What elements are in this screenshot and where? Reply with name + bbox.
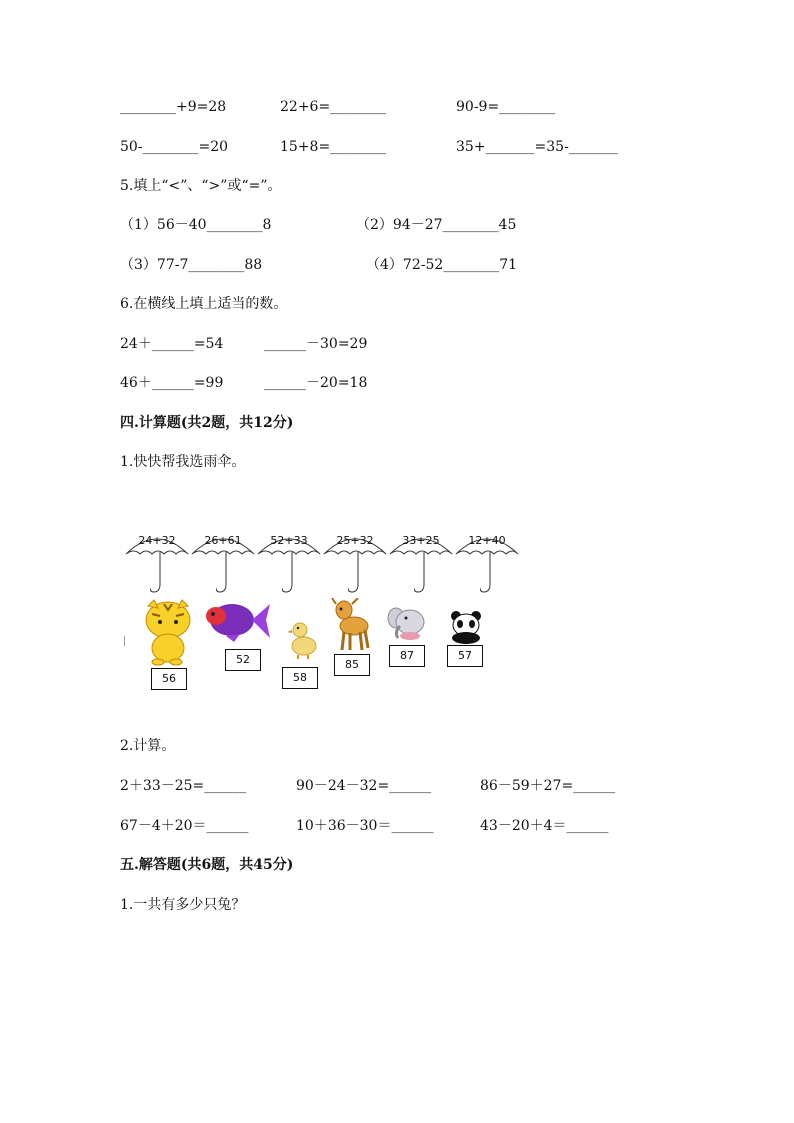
calc-expr-4: 67－4＋20＝______ xyxy=(120,818,249,834)
panda-icon xyxy=(448,610,484,644)
q6-item-2: ______－30=29 xyxy=(264,336,368,352)
fish-icon xyxy=(204,600,272,642)
number-box-fish: 52 xyxy=(225,649,261,671)
section4-title: 四.计算题(共2题，共12分) xyxy=(120,415,294,431)
q5-item-4: （4）72-52________71 xyxy=(366,257,518,273)
umbrella-handle-icon xyxy=(414,552,434,594)
q5-title: 5.填上“<”、“>”或“=”。 xyxy=(120,178,282,194)
fill-expr-3: 90-9=________ xyxy=(456,99,556,115)
umbrella-2 xyxy=(190,530,256,590)
section5-q1-title: 1.一共有多少只兔？ xyxy=(120,897,246,913)
number-box-panda: 57 xyxy=(447,645,483,667)
number-box-deer: 85 xyxy=(334,654,370,676)
calc-expr-1: 2＋33－25=______ xyxy=(120,778,247,794)
umbrella-handle-icon xyxy=(348,552,368,594)
umbrella-6 xyxy=(454,530,520,590)
umbrella-label: 26+61 xyxy=(204,534,242,547)
umbrella-handle-icon xyxy=(480,552,500,594)
number-box-elephant: 87 xyxy=(389,645,425,667)
section4-q1-title: 1.快快帮我选雨伞。 xyxy=(120,454,246,470)
umbrella-label: 33+25 xyxy=(402,534,440,547)
fill-expr-5: 15+8=________ xyxy=(280,139,387,155)
q6-item-1: 24＋______=54 xyxy=(120,336,224,352)
umbrella-label: 25+32 xyxy=(336,534,374,547)
umbrella-5 xyxy=(388,530,454,590)
umbrella-handle-icon xyxy=(282,552,302,594)
elephant-icon xyxy=(386,602,428,642)
umbrella-handle-icon xyxy=(150,552,170,594)
calc-expr-3: 86－59＋27=______ xyxy=(480,778,616,794)
section5-title: 五.解答题(共6题，共45分) xyxy=(120,857,294,873)
fill-expr-2: 22+6=________ xyxy=(280,99,387,115)
umbrella-handle-icon xyxy=(216,552,236,594)
calc-expr-6: 43－20＋4＝______ xyxy=(480,818,609,834)
fill-expr-4: 50-________=20 xyxy=(120,139,229,155)
number-box-chick: 58 xyxy=(282,667,318,689)
fill-expr-1: ________+9=28 xyxy=(120,99,227,115)
umbrella-label: 52+33 xyxy=(270,534,308,547)
q5-item-2: （2）94－27________45 xyxy=(356,217,517,233)
umbrella-label: 12+40 xyxy=(468,534,506,547)
umbrella-label: 24+32 xyxy=(138,534,176,547)
q6-item-3: 46＋______=99 xyxy=(120,375,224,391)
edge-mark xyxy=(124,636,129,646)
q6-title: 6.在横线上填上适当的数。 xyxy=(120,296,288,312)
q5-item-1: （1）56－40________8 xyxy=(120,217,272,233)
section4-q2-title: 2.计算。 xyxy=(120,738,176,754)
chick-icon xyxy=(286,620,318,660)
q5-item-3: （3）77-7________88 xyxy=(120,257,263,273)
umbrella-3 xyxy=(256,530,322,590)
umbrella-4 xyxy=(322,530,388,590)
deer-icon xyxy=(330,598,372,652)
q6-item-4: ______－20=18 xyxy=(264,375,368,391)
tiger-icon xyxy=(140,598,196,666)
number-box-tiger: 56 xyxy=(151,668,187,690)
umbrella-1 xyxy=(124,530,190,590)
fill-expr-6: 35+_______=35-_______ xyxy=(456,139,618,155)
calc-expr-2: 90－24－32=______ xyxy=(296,778,432,794)
calc-expr-5: 10＋36－30＝______ xyxy=(296,818,434,834)
